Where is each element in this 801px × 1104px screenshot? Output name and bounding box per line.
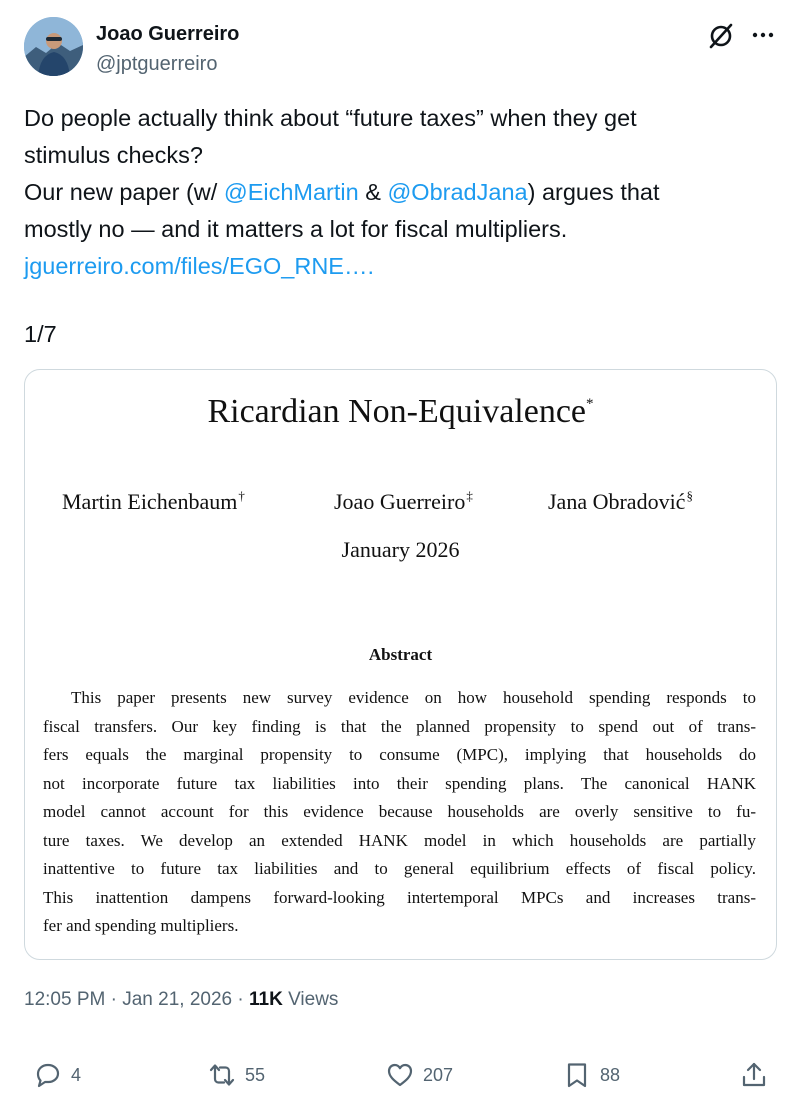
bookmark-icon bbox=[562, 1060, 592, 1090]
display-name[interactable]: Joao Guerreiro bbox=[96, 23, 240, 45]
attached-image[interactable] bbox=[24, 369, 777, 960]
tweet-line: mostly no — and it matters a lot for fiscal multipliers. bbox=[24, 216, 568, 242]
avatar[interactable] bbox=[24, 17, 83, 76]
like-button[interactable] bbox=[385, 1060, 453, 1090]
abstract-line: model cannot account for this evidence because households are overly sensitive to fu- bbox=[43, 802, 756, 821]
tweet-line bbox=[24, 174, 764, 211]
post-date[interactable]: Jan 21, 2026 bbox=[122, 989, 233, 1010]
abstract-line: fiscal transfers. Our key finding is that the planned propensity to spend out of trans- bbox=[43, 716, 756, 736]
author-name: Martin Eichenbaum bbox=[62, 489, 238, 514]
avatar-photo bbox=[24, 17, 83, 76]
abstract-line: This inattention dampens forward-looking intertemporal MPCs and increases trans- bbox=[43, 887, 756, 907]
post-time[interactable]: 12:05 PM bbox=[24, 989, 106, 1010]
more-icon[interactable] bbox=[750, 22, 776, 48]
meta-separator: · bbox=[232, 989, 249, 1010]
bookmark-button[interactable] bbox=[562, 1060, 620, 1090]
paper-author bbox=[334, 482, 473, 516]
abstract-line: This paper presents new survey evidence on how household spending responds to bbox=[71, 688, 756, 707]
repost-count: 55 bbox=[245, 1065, 266, 1085]
tweet-text-segment: & bbox=[358, 179, 388, 205]
abstract-heading: Abstract bbox=[368, 645, 433, 664]
bookmark-count: 88 bbox=[600, 1065, 621, 1085]
paper-date: January 2026 bbox=[341, 537, 460, 562]
views-label: Views bbox=[282, 989, 339, 1010]
author-footnote-mark: § bbox=[686, 488, 693, 503]
author-name: Joao Guerreiro bbox=[334, 489, 466, 514]
paper-title-text: Ricardian Non-Equivalence bbox=[207, 393, 587, 430]
user-handle[interactable]: @jptguerreiro bbox=[96, 53, 218, 75]
thread-count: 1/7 bbox=[24, 321, 57, 347]
paper-page bbox=[25, 370, 776, 959]
repost-button[interactable] bbox=[207, 1060, 265, 1090]
abstract-body bbox=[43, 684, 756, 941]
reply-button[interactable] bbox=[33, 1060, 81, 1090]
paper-author bbox=[62, 482, 245, 516]
paper-title bbox=[25, 382, 776, 434]
meta-separator: · bbox=[105, 989, 123, 1010]
title-footnote-mark: * bbox=[586, 396, 594, 412]
paper-author bbox=[548, 482, 693, 516]
abstract-line: not incorporate future tax liabilities into their spending plans. The canonical HANK bbox=[43, 773, 756, 793]
share-button[interactable] bbox=[739, 1060, 769, 1090]
tweet-text-segment: ) argues that bbox=[527, 179, 660, 205]
share-icon bbox=[739, 1060, 769, 1090]
action-bar bbox=[0, 1052, 801, 1096]
reply-icon bbox=[33, 1060, 63, 1090]
tweet-text bbox=[24, 100, 764, 285]
heart-icon bbox=[385, 1060, 415, 1090]
abstract-line: inattentive to future tax liabilities and to general equilibrium effects of fiscal policy. bbox=[43, 859, 756, 878]
abstract-line: ture taxes. We develop an extended HANK model in which households are partially bbox=[43, 830, 756, 850]
retweet-icon bbox=[207, 1060, 237, 1090]
mention-link-obradjana[interactable]: @ObradJana bbox=[387, 179, 528, 205]
grok-icon[interactable] bbox=[707, 22, 735, 50]
author-name: Jana Obradović bbox=[548, 489, 686, 514]
reply-count: 4 bbox=[71, 1065, 82, 1085]
like-count: 207 bbox=[423, 1065, 454, 1085]
paper-link[interactable]: jguerreiro.com/files/EGO_RNE…. bbox=[24, 253, 374, 279]
views-count[interactable]: 11K bbox=[248, 989, 283, 1010]
tweet-text-segment: Our new paper (w/ bbox=[24, 179, 224, 205]
author-footnote-mark: ‡ bbox=[466, 488, 473, 503]
tweet-line: stimulus checks? bbox=[24, 142, 203, 168]
tweet-meta bbox=[24, 987, 338, 1013]
tweet-line: Do people actually think about “future taxes” when they get bbox=[24, 105, 637, 131]
abstract-line: fer and spending multipliers. bbox=[43, 916, 239, 935]
mention-link-eichmartin[interactable]: @EichMartin bbox=[223, 179, 359, 205]
abstract-line: fers equals the marginal propensity to consume (MPC), implying that households do bbox=[43, 745, 756, 764]
author-footnote-mark: † bbox=[238, 488, 245, 503]
